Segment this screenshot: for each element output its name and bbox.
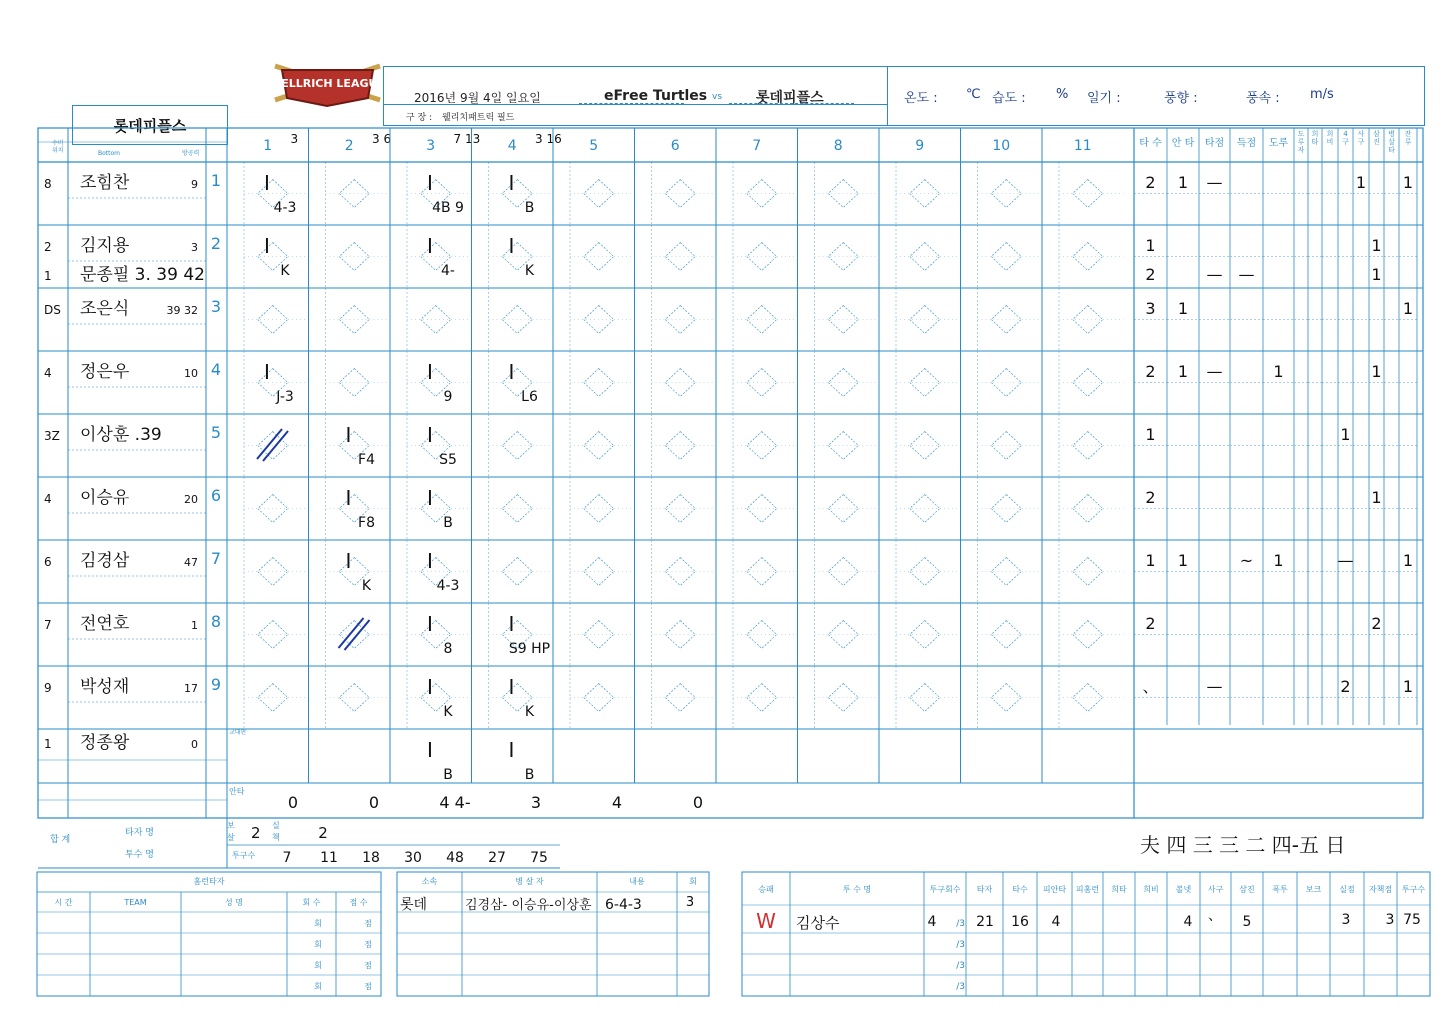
pitching-header-6: 피홈런: [1075, 885, 1100, 894]
batting-order-0: 1: [210, 171, 222, 190]
player-position-9: 9: [44, 681, 52, 695]
stat-9-2: —: [1206, 677, 1223, 696]
play-mark-5: I: [508, 234, 515, 258]
play-mark-1: I: [427, 171, 433, 195]
batting-order-3: 3: [210, 297, 222, 316]
pitcher-at-bats: 16: [1011, 914, 1029, 930]
player-name-1: 김지용: [80, 236, 130, 256]
homerun-header-2: 성 명: [225, 898, 243, 907]
venue: 웰리치패트릭 필드: [442, 113, 515, 123]
stat-6-0: 2: [1145, 488, 1156, 507]
play-mark-10: I: [427, 423, 433, 447]
innings-fraction-2: /3: [956, 961, 965, 971]
stat-header-7: 희: [1326, 130, 1334, 138]
svg-text:책: 책: [272, 833, 280, 842]
stat-header-6: 희: [1311, 130, 1319, 138]
svg-text:자: 자: [1297, 146, 1305, 154]
svg-text:살: 살: [227, 833, 235, 842]
play-result-18: K: [524, 704, 535, 720]
batters-label: 타자 명: [125, 828, 154, 838]
play-result-3: K: [280, 263, 290, 279]
inning-header-8: 8: [833, 138, 843, 154]
pitcher-batters: 21: [976, 914, 994, 930]
stat-8-10: 2: [1371, 614, 1382, 633]
play-result-13: K: [361, 578, 372, 594]
homerun-inning-unit-0: 회: [314, 919, 322, 928]
play-mark-12: I: [427, 486, 433, 510]
play-result-5: K: [524, 263, 535, 279]
stat-9-12: 1: [1402, 677, 1414, 696]
pitcher-walks: 4: [1183, 914, 1193, 930]
inning-header-6: 6: [670, 138, 680, 154]
play-result-14: 4-3: [436, 578, 460, 594]
hits-total-1: 0: [368, 793, 380, 812]
svg-text:위치: 위치: [52, 147, 64, 154]
wind-speed-unit: m/s: [1310, 87, 1334, 102]
homerun-header-3: 회 수: [302, 898, 321, 907]
pitching-header-1: 투 수 명: [842, 885, 872, 894]
hits-total-4: 4: [611, 793, 623, 812]
pitching-header-4: 타수: [1012, 885, 1028, 894]
svg-text:진: 진: [1373, 138, 1380, 146]
stat-0-1: 1: [1177, 173, 1189, 192]
pitching-header-3: 타자: [976, 885, 993, 894]
weather-label: 일기 :: [1087, 91, 1121, 106]
pitcher-innings: 4: [927, 914, 937, 930]
pitching-header-10: 사구: [1207, 885, 1224, 894]
pitch-count-5: 27: [488, 850, 506, 866]
stat-6-10: 1: [1371, 488, 1382, 507]
homerun-header-1: TEAM: [124, 898, 147, 907]
innings-fraction-0: /3: [956, 919, 965, 929]
pitch-count-0: 7: [282, 850, 292, 866]
play-result-17: K: [443, 704, 453, 720]
homerun-header-0: 시 간: [54, 898, 73, 907]
stat-9-0: 、: [1142, 677, 1159, 696]
homerun-point-unit-1: 점: [364, 940, 372, 949]
pitches-label: 투구수: [232, 851, 256, 860]
play-result-2: B: [524, 200, 535, 216]
stat-header-1: 안 타: [1171, 138, 1195, 149]
player-number-3: 39 32: [166, 304, 198, 317]
play-result-7: 9: [443, 389, 453, 405]
homerun-inning-unit-1: 회: [314, 940, 322, 949]
doubleplay-header-3: 회: [689, 877, 697, 886]
humidity-unit: %: [1056, 87, 1069, 102]
batting-order-1: 2: [210, 234, 222, 253]
inning-header-2: 2: [344, 138, 354, 154]
pitching-header-9: 볼넷: [1175, 885, 1192, 894]
assist-value: 2: [251, 824, 261, 842]
humidity-label: 습도 :: [992, 91, 1026, 106]
stat-header-2: 타점: [1204, 138, 1225, 149]
svg-text:타: 타: [1311, 138, 1319, 146]
player-position-8: 7: [44, 618, 52, 632]
inning-header-9: 9: [915, 138, 925, 154]
player-name-7: 김경삼: [80, 551, 130, 571]
player-position-6: 4: [44, 492, 52, 506]
pitching-header-2: 투구회수: [929, 885, 961, 894]
stat-7-3: ~: [1239, 551, 1254, 570]
stat-7-12: 1: [1402, 551, 1414, 570]
stat-header-8: 4: [1343, 130, 1348, 138]
play-mark-20: I: [508, 738, 515, 762]
stat-7-8: —: [1337, 551, 1354, 570]
bottom-header: Bottom: [98, 150, 121, 157]
pitching-header-12: 폭투: [1272, 885, 1288, 894]
play-mark-8: I: [508, 360, 515, 384]
inning-header-4: 4: [507, 138, 517, 154]
doubleplay-header-2: 내용: [629, 877, 645, 886]
player-position-0: 8: [44, 177, 52, 191]
stat-7-4: 1: [1273, 551, 1284, 570]
play-mark-15: I: [427, 612, 433, 636]
stat-7-0: 1: [1145, 551, 1156, 570]
stat-1-10: 1: [1371, 236, 1382, 255]
pitch-count-1: 11: [320, 850, 338, 866]
homerun-title: 홈런타자: [193, 877, 225, 886]
stat-3-12: 1: [1402, 299, 1414, 318]
inning-header-10: 10: [992, 138, 1011, 154]
stat-header-0: 타 수: [1139, 138, 1162, 149]
tally-marks: 夫 四 三 三 二 四-五 日: [1140, 833, 1346, 857]
innings-fraction-3: /3: [956, 982, 965, 992]
stat-8-0: 2: [1145, 614, 1156, 633]
inning-header-1: 1: [263, 138, 273, 154]
inning-mark-4: 3 16: [535, 132, 562, 146]
pitching-header-16: 투구수: [1401, 885, 1426, 894]
play-result-16: S9 HP: [508, 641, 551, 657]
stat-header-9: 사: [1357, 130, 1365, 138]
svg-text:타: 타: [1388, 146, 1395, 154]
stat-2-2: —: [1206, 265, 1223, 284]
player-name-10: 정종왕: [80, 733, 130, 753]
vs-label: vs: [712, 92, 723, 102]
hits-total-3: 3: [530, 793, 542, 812]
pitcher-runs: 3: [1341, 912, 1351, 928]
player-number-6: 20: [184, 493, 198, 506]
stat-header-10: 삼: [1373, 130, 1380, 138]
number-header: 방공력: [182, 150, 200, 157]
pitching-header-5: 피안타: [1042, 885, 1067, 894]
stat-header-3: 득점: [1236, 138, 1257, 149]
hits-total-0: 0: [287, 793, 299, 812]
pitcher-hbp: 、: [1208, 908, 1222, 924]
pitch-count-3: 30: [404, 850, 422, 866]
svg-text:루: 루: [1297, 138, 1305, 146]
player-number-10: 0: [191, 738, 198, 751]
batting-order-5: 5: [210, 423, 222, 442]
pitching-header-14: 실점: [1339, 885, 1355, 894]
play-mark-2: I: [508, 171, 515, 195]
player-number-1: 3: [191, 241, 198, 254]
inning-header-5: 5: [589, 138, 599, 154]
stat-1-0: 1: [1145, 236, 1156, 255]
inning-header-7: 7: [752, 138, 762, 154]
player-position-10: 1: [44, 737, 52, 751]
player-position-7: 6: [44, 555, 52, 569]
stat-7-1: 1: [1177, 551, 1189, 570]
svg-text:WELLRICH LEAGUE: WELLRICH LEAGUE: [270, 77, 385, 90]
wind-speed-label: 풍속 :: [1246, 91, 1280, 106]
player-name-8: 전연호: [80, 614, 130, 634]
away-team: 롯데피플스: [756, 90, 824, 106]
play-result-9: F4: [358, 452, 375, 468]
homerun-table: [37, 872, 381, 996]
temp-label: 온도 :: [904, 91, 938, 106]
doubleplay-table: [397, 872, 709, 996]
svg-text:구: 구: [1342, 138, 1349, 146]
batting-order-9: 9: [210, 675, 222, 694]
svg-text:구: 구: [1357, 138, 1365, 146]
inning-mark-3: 7 13: [453, 132, 481, 146]
game-date: 2016년 9월 4일 일요일: [414, 91, 541, 105]
play-result-19: B: [443, 767, 453, 783]
home-team: eFree Turtles: [604, 88, 708, 104]
pitchers-label: 투수 명: [125, 850, 154, 860]
stat-4-1: 1: [1177, 362, 1189, 381]
player-name-0: 조힘찬: [80, 173, 130, 193]
batting-order-7: 7: [210, 549, 222, 568]
stat-0-9: 1: [1355, 173, 1367, 192]
player-number-8: 1: [191, 619, 198, 632]
stat-0-2: —: [1206, 173, 1223, 192]
assist-label: 보: [227, 821, 235, 830]
pitching-header-15: 자책점: [1368, 885, 1393, 894]
doubleplay-inning: 3: [685, 895, 695, 910]
inning-header-11: 11: [1073, 138, 1092, 154]
play-mark-11: I: [345, 486, 352, 510]
stat-2-3: —: [1238, 265, 1255, 284]
stat-0-0: 2: [1145, 173, 1156, 192]
stat-9-8: 2: [1340, 677, 1351, 696]
hits-total-2: 4 4-: [439, 793, 471, 812]
hits-total-label: 안타: [229, 787, 245, 796]
play-mark-7: I: [427, 360, 433, 384]
doubleplay-header-1: 병 살 자: [515, 877, 544, 886]
play-result-15: 8: [443, 641, 453, 657]
doubleplay-team: 롯데: [400, 897, 428, 913]
inning-mark-1: 3: [290, 132, 299, 146]
play-result-12: B: [443, 515, 453, 531]
pitcher-earned: 3: [1385, 912, 1395, 928]
homerun-point-unit-2: 점: [364, 961, 372, 970]
pitcher-name: 김상수: [796, 914, 840, 932]
batting-order-6: 6: [210, 486, 222, 505]
stat-0-12: 1: [1402, 173, 1414, 192]
player-position-4: 4: [44, 366, 52, 380]
play-result-1: 4B 9: [432, 200, 464, 216]
wind-dir-label: 풍향 :: [1164, 91, 1198, 106]
batting-order-4: 4: [210, 360, 222, 379]
svg-text:루: 루: [1404, 138, 1412, 146]
stat-3-0: 3: [1145, 299, 1156, 318]
player-position-2: 1: [44, 269, 52, 283]
batting-order-8: 8: [210, 612, 222, 631]
team-box: 롯데피플스: [72, 105, 228, 145]
play-mark-4: I: [427, 234, 433, 258]
stat-header-5: 도: [1297, 130, 1305, 138]
play-result-20: B: [524, 767, 535, 783]
player-number-4: 10: [184, 367, 198, 380]
homerun-inning-unit-3: 회: [314, 982, 322, 991]
stat-2-10: 1: [1371, 265, 1382, 284]
play-mark-3: I: [264, 234, 270, 258]
stat-5-8: 1: [1340, 425, 1351, 444]
inning-mark-2: 3 6: [372, 132, 392, 146]
player-name-6: 이승유: [80, 488, 130, 508]
pitching-header-7: 희타: [1111, 885, 1127, 894]
replacement-label: 교대판: [229, 729, 247, 736]
play-mark-17: I: [427, 675, 433, 699]
stat-3-1: 1: [1177, 299, 1189, 318]
player-number-7: 47: [184, 556, 198, 569]
play-mark-9: I: [345, 423, 352, 447]
homerun-point-unit-0: 점: [364, 919, 372, 928]
pitching-header-0: 승패: [758, 885, 774, 894]
stat-header-4: 도루: [1268, 138, 1289, 149]
player-position-3: DS: [44, 303, 61, 317]
doubleplay-content: 6-4-3: [605, 897, 642, 913]
stat-4-0: 2: [1145, 362, 1156, 381]
play-mark-19: I: [427, 738, 433, 762]
play-result-11: F8: [358, 515, 375, 531]
stat-header-11: 병: [1388, 130, 1395, 138]
svg-text:살: 살: [1388, 138, 1395, 146]
play-mark-16: I: [508, 612, 515, 636]
pitching-header-11: 삼진: [1239, 885, 1255, 894]
hits-total-5: 0: [692, 793, 704, 812]
play-result-0: 4-3: [273, 200, 297, 216]
play-result-8: L6: [521, 389, 538, 405]
play-mark-13: I: [345, 549, 352, 573]
player-name-2: 문종필 3. 39 42: [80, 265, 205, 285]
pitch-count-4: 48: [446, 850, 464, 866]
pitcher-pitches: 75: [1403, 912, 1421, 928]
inning-header-3: 3: [426, 138, 436, 154]
player-position-1: 2: [44, 240, 52, 254]
pitching-header-13: 보크: [1305, 885, 1322, 894]
play-result-4: 4-: [441, 263, 455, 279]
doubleplay-header-0: 소속: [421, 877, 438, 886]
pitcher-hits: 4: [1051, 914, 1061, 930]
homerun-inning-unit-2: 회: [314, 961, 322, 970]
pitching-header-8: 희비: [1143, 885, 1159, 894]
play-mark-18: I: [508, 675, 515, 699]
player-name-4: 정은우: [80, 362, 130, 382]
error-label: 실: [272, 821, 280, 830]
pitching-result: W: [756, 909, 776, 933]
pitch-count-2: 18: [362, 850, 380, 866]
stat-2-0: 2: [1145, 265, 1156, 284]
stat-4-10: 1: [1371, 362, 1382, 381]
temp-unit: ℃: [966, 87, 981, 102]
venue-label: 구 장 :: [406, 113, 433, 123]
pitch-count-6: 75: [530, 850, 548, 866]
stat-4-4: 1: [1273, 362, 1284, 381]
homerun-point-unit-3: 점: [364, 982, 372, 991]
player-number-0: 9: [191, 178, 198, 191]
play-mark-0: I: [264, 171, 270, 195]
sum-label: 합 계: [50, 835, 71, 845]
player-name-9: 박성재: [80, 677, 130, 697]
play-mark-14: I: [427, 549, 433, 573]
player-position-5: 3Z: [44, 429, 60, 443]
innings-fraction-1: /3: [956, 940, 965, 950]
play-result-6: J-3: [276, 389, 294, 405]
play-result-10: S5: [439, 452, 457, 468]
player-name-3: 조은식: [80, 299, 130, 319]
error-value: 2: [318, 824, 328, 842]
player-name-5: 이상훈 .39: [80, 425, 162, 445]
play-mark-6: I: [264, 360, 270, 384]
player-number-9: 17: [184, 682, 198, 695]
stat-header-12: 잔: [1404, 130, 1412, 138]
stat-4-2: —: [1206, 362, 1223, 381]
pitcher-strikeouts: 5: [1242, 914, 1252, 930]
homerun-header-4: 점 수: [349, 898, 368, 907]
svg-text:비: 비: [1326, 138, 1334, 146]
doubleplay-players: 김경삼- 이승유-이상훈: [465, 898, 592, 913]
stat-5-0: 1: [1145, 425, 1156, 444]
pos-header: 수비: [52, 140, 64, 147]
